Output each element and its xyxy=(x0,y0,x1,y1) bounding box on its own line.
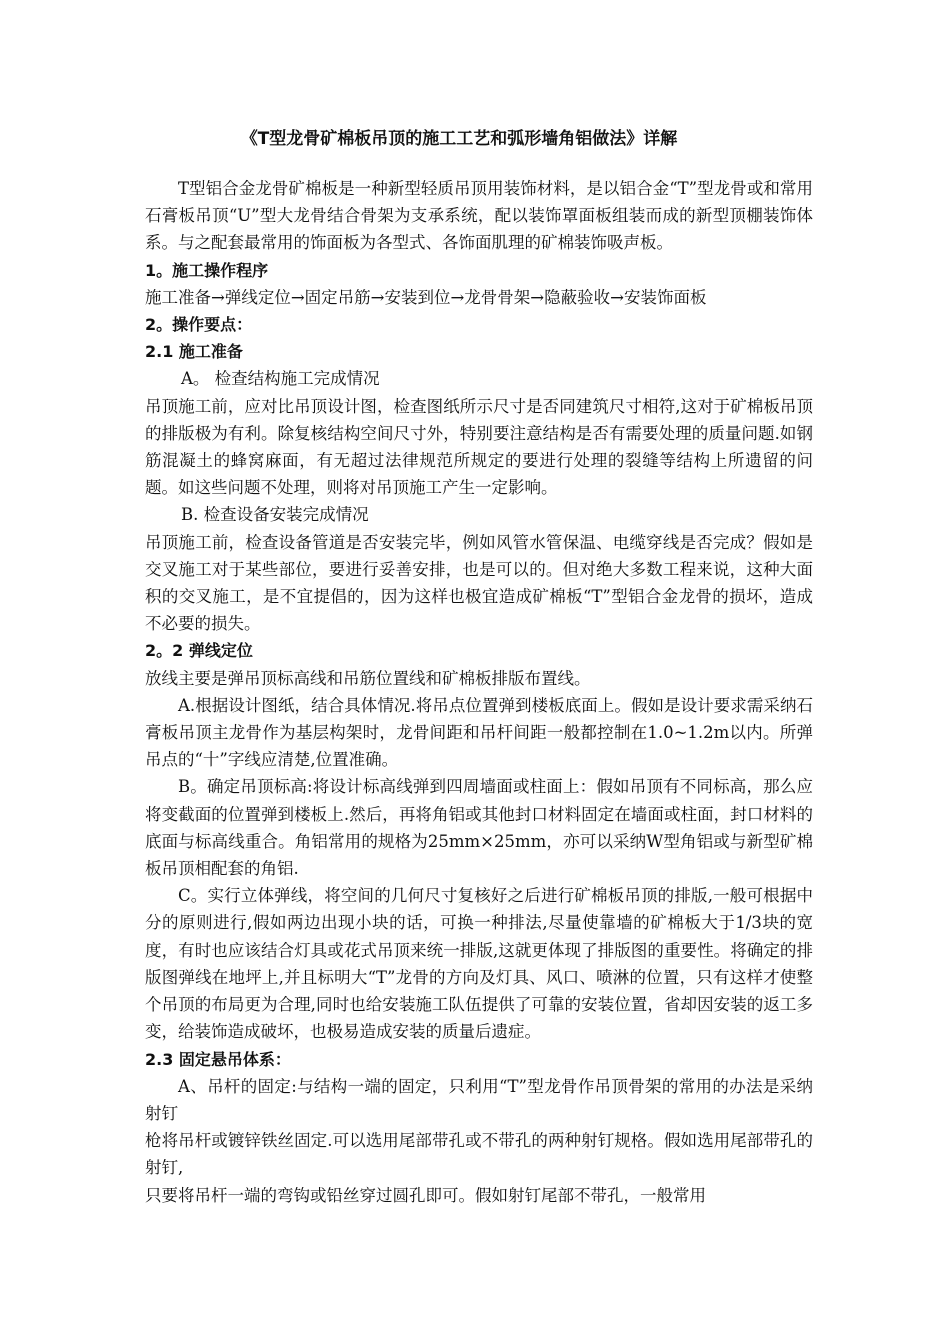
section-2-3-a-line1: A、吊杆的固定:与结构一端的固定，只利用“T”型龙骨作吊顶骨架的常用的办法是采纳射钉 xyxy=(145,1076,813,1123)
section-2-1-b-text: 吊顶施工前，检查设备管道是否安装完毕，例如风管水管保温、电缆穿线是否完成？假如是交叉施工对于某些部位，要进行妥善安排，也是可以的。但对绝大多数工程来说，这种大面积的交叉施工，是不宜提倡的，因为这样也极宜造成矿棉板“T”型铝合金龙骨的损坏，造成不必要的损失。 xyxy=(145,532,813,634)
section-2-3-heading: 2.3 固定悬吊体系： xyxy=(145,1049,291,1069)
document-page xyxy=(145,126,813,1209)
section-2-1-b-label: B. 检查设备安装完成情况 xyxy=(181,505,369,525)
section-2-heading: 2。操作要点： xyxy=(145,315,253,335)
section-2-3-a-line3: 只要将吊杆一端的弯钩或铅丝穿过圆孔即可。假如射钉尾部不带孔，一般常用 xyxy=(145,1185,706,1205)
document-title: 《T型龙骨矿棉板吊顶的施工工艺和弧形墙角铝做法》详解 xyxy=(240,129,678,149)
section-2-2-text: 放线主要是弹吊顶标高线和吊筋位置线和矿棉板排版布置线。 xyxy=(145,668,591,688)
section-2-2-c: C。实行立体弹线，将空间的几何尺寸复核好之后进行矿棉板吊顶的排版,一般可根据中分的原则进行,假如两边出现小块的话，可换一种排法,尽量使靠墙的矿棉板大于1/3块的宽度，有时也应该结合灯具或花式吊顶来统一排版,这就更体现了排版图的重要性。将确定的排版图弹线在地坪上,并且标明大“T”龙骨的方向及灯具、风口、喷淋的位置，只有这样才使整个吊顶的布局更为合理,同时也给安装施工队伍提供了可靠的安装位置，省却因安装的返工多变，给装饰造成破坏，也极易造成安装的质量后遗症。 xyxy=(145,886,813,1042)
section-1-text: 施工准备→弹线定位→固定吊筋→安装到位→龙骨骨架→隐蔽验收→安装饰面板 xyxy=(145,287,707,307)
section-2-1-a-label: A。 检查结构施工完成情况 xyxy=(181,369,380,389)
section-2-1-heading: 2.1 施工准备 xyxy=(145,342,243,362)
section-2-2-heading: 2。2 弹线定位 xyxy=(145,641,253,661)
section-2-3-a-line2: 枪将吊杆或镀锌铁丝固定.可以选用尾部带孔或不带孔的两种射钉规格。假如选用尾部带孔的射钉, xyxy=(145,1131,813,1178)
section-1-heading: 1。施工操作程序 xyxy=(145,260,269,280)
section-2-2-a: A.根据设计图纸，结合具体情况.将吊点位置弹到楼板底面上。假如是设计要求需采纳石膏板吊顶主龙骨作为基层构架时，龙骨间距和吊杆间距一般都控制在1.0~1.2m以内。所弹吊点的“十”字线应清楚,位置准确。 xyxy=(145,695,813,770)
intro-paragraph: T型铝合金龙骨矿棉板是一种新型轻质吊顶用装饰材料，是以铝合金“T”型龙骨或和常用石膏板吊顶“U”型大龙骨结合骨架为支承系统，配以装饰罩面板组装而成的新型顶棚装饰体系。与之配套最常用的饰面板为各型式、各饰面肌理的矿棉装饰吸声板。 xyxy=(145,179,813,253)
section-2-1-a-text: 吊顶施工前，应对比吊顶设计图，检查图纸所示尺寸是否同建筑尺寸相符,这对于矿棉板吊顶的排版极为有利。除复核结构空间尺寸外，特别要注意结构是否有需要处理的质量问题.如钢筋混凝土的蜂窝麻面，有无超过法律规范所规定的要进行处理的裂缝等结构上所遗留的问题。如这些问题不处理，则将对吊顶施工产生一定影响。 xyxy=(145,396,813,498)
section-2-2-b: B。确定吊顶标高:将设计标高线弹到四周墙面或柱面上：假如吊顶有不同标高，那么应将变截面的位置弹到楼板上.然后，再将角铝或其他封口材料固定在墙面或柱面，封口材料的底面与标高线重合。角铝常用的规格为25mm×25mm，亦可以采纳W型角铝或与新型矿棉板吊顶相配套的角铝. xyxy=(145,777,813,879)
